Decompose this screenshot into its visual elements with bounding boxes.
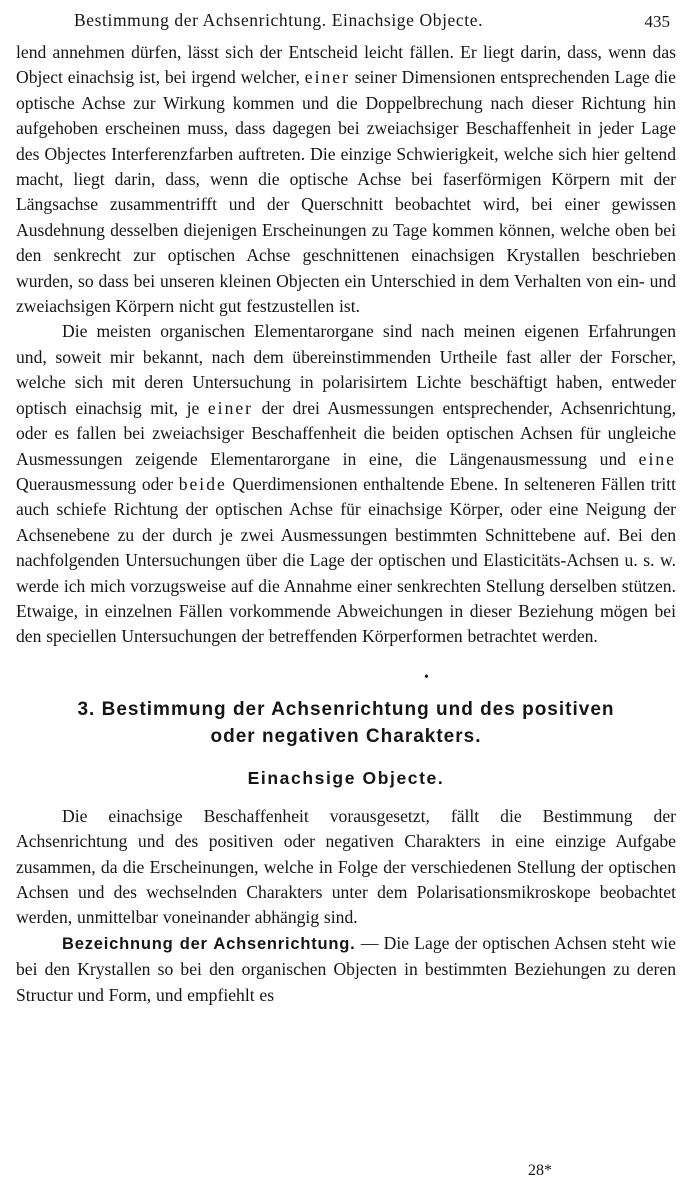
paragraph-text: lend annehmen dürfen, lässt sich der Entscheid leicht fällen. Er liegt darin, dass, wenn das Object einachsig ist, bei irgend welcher, [16, 42, 676, 88]
section-heading-line-1: 3. Bestimmung der Achsenrichtung und des positiven [77, 698, 615, 720]
emphasis-text: einer [304, 67, 350, 88]
paragraph-text: Querausmessung oder [16, 473, 174, 494]
paragraph-text: seiner Dimensionen entsprechenden Lage die optische Achse zur Wirkung kommen und die Doppelbrechung nach dieser Richtung hin aufgehoben erscheinen muss, dass dagegen bei zweiachsiger Beschaffenheit in jeder Lage des Objectes Interferenzfarben auftreten. Die einzige Schwierigkeit, welche sich hier geltend macht, liegt darin, dass, wenn die optische Achse bei faserförmigen Körpern mit der Längsachse zusammentrifft und der Querschnitt beobachtet wird, bei einer gewissen Ausdehnung desselben diejenigen Erscheinungen zu Tage kommen können, welche oben bei den senkrecht zur optischen Achse geschnittenen einachsigen Krystallen beschrieben wurden, so dass bei unseren kleinen Objecten ein Unterschied in dem Verhalten von ein- und zweiachsigen Körpern nicht gut festzustellen ist. [16, 67, 676, 317]
page-number: 435 [644, 12, 670, 31]
running-title: Bestimmung der Achsenrichtung. Einachsige Objecte. [74, 10, 484, 30]
paragraph-text: der drei Ausmessungen entsprechender, Achsenrichtung, oder es fallen bei zweiachsiger Beschaffenheit die beiden optischen Achsen für ungleiche Ausmessungen zeigende Elementarorgane in eine, die Längenausmessung und [16, 397, 676, 469]
paragraph-continuation [16, 40, 676, 319]
book-page [16, 6, 676, 1194]
section-heading [16, 696, 676, 750]
paragraph-text: Die meisten organischen Elementarorgane sind nach meinen eigenen Erfahrungen und, soweit mir bekannt, nach dem übereinstimmenden Urtheile fast aller der Forscher, welche sich mit deren Untersuchung in polarisirtem Lichte beschäftigt haben, entweder optisch einachsig mit, je [16, 321, 676, 418]
paragraph-text: — Die Lage der optischen Achsen steht wie bei den Krystallen so bei den organischen Objecten in bestimmten Beziehungen zu deren Structur und Form, und empfiehlt es [16, 932, 676, 1005]
emphasis-text: einer [207, 397, 254, 418]
emphasis-text: eine [638, 448, 676, 469]
printer-signature-mark: 28* [528, 1162, 552, 1179]
running-head [16, 6, 676, 40]
section-ornament [16, 650, 676, 696]
emphasis-text: beide [178, 473, 227, 494]
paragraph-uniaxial: Die einachsige Beschaffenheit vorausgesetzt, fällt die Bestimmung der Achsenrichtung und des positiven oder negativen Charakters in eine einzige Aufgabe zusammen, da die Erscheinungen, welche in Folge der verschiedenen Stellung der optischen Achsen und des wechselnden Charakters unter dem Polarisationsmikroskope beobachtet werden, unmittelbar voneinander abhängig sind. [16, 805, 676, 928]
section-heading-line-2: oder negativen Charakters. [210, 725, 482, 747]
ornament-mark: • [424, 669, 429, 685]
paragraph-axis-notation [16, 931, 676, 1008]
paragraph-text: Querdimensionen enthaltende Ebene. In selteneren Fällen tritt auch schiefe Richtung der optischen Achse für einachsige Körper, oder eine Neigung der Achsenebene zu der durch je zwei Ausmessungen bestimmten Schnittebene auf. Bei den nachfolgenden Untersuchungen über die Lage der optischen und Elasticitäts-Achsen u. s. w. werde ich mich vorzugsweise auf die Annahme einer senkrechten Stellung derselben stützen. Etwaige, in einzelnen Fällen vorkommende Abweichungen in dieser Beziehung mögen bei den speciellen Untersuchungen der betreffenden Körperformen betrachtet werden. [16, 473, 676, 647]
paragraph-elementary-organs [16, 319, 676, 649]
subsection-heading: Einachsige Objecte. [247, 767, 445, 788]
run-in-heading: Bezeichnung der Achsenrichtung. [62, 934, 356, 953]
